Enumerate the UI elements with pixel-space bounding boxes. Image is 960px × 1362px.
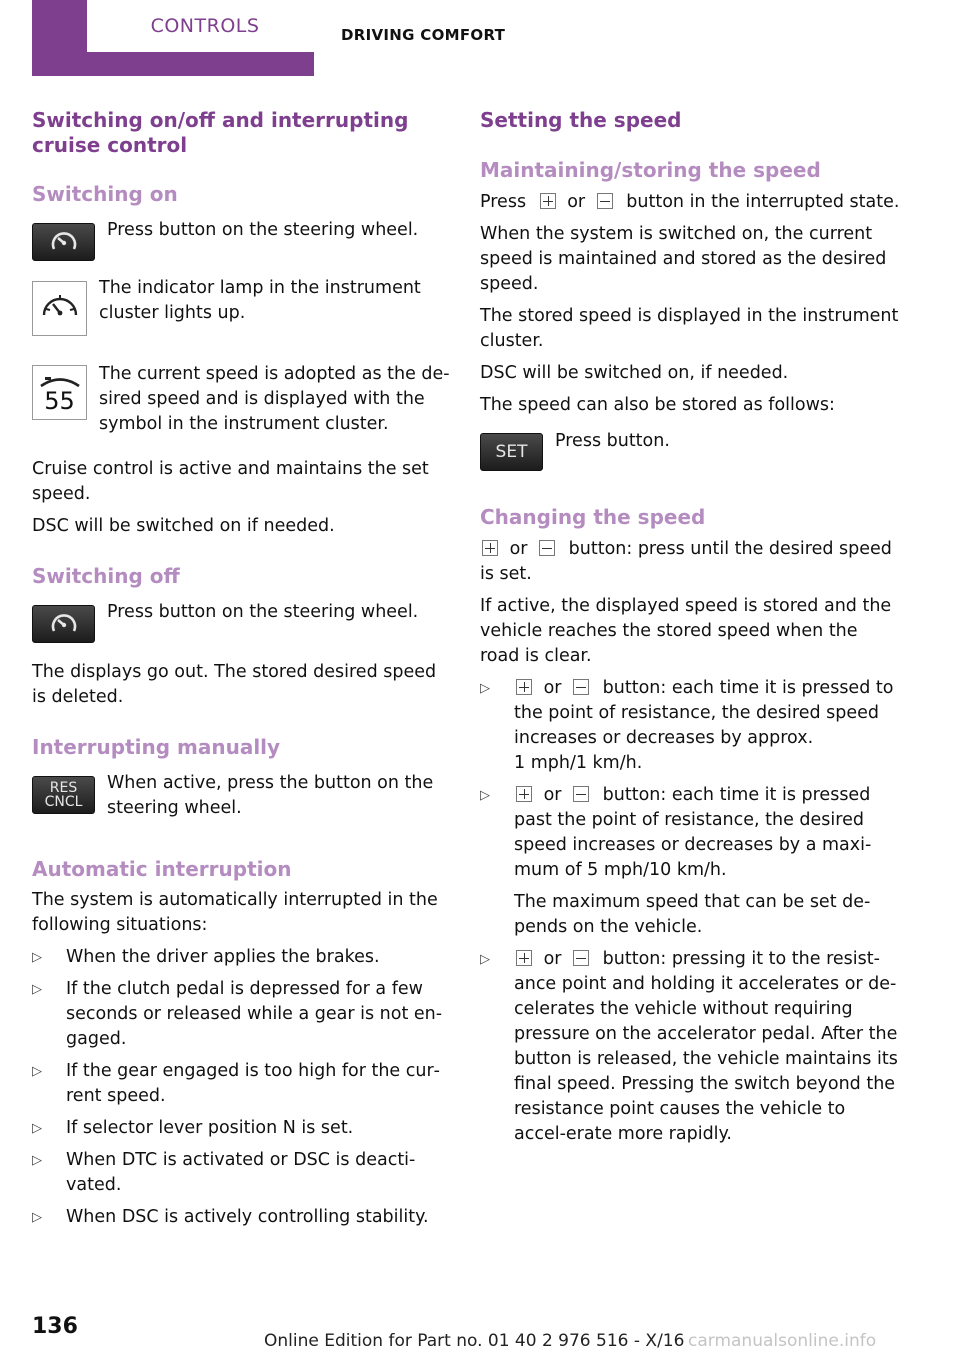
indicator-step — [32, 276, 450, 336]
maintaining-heading: Maintaining/storing the speed — [480, 158, 821, 182]
switch-off-para1: The displays go out. The stored desired speed is deleted. — [32, 662, 437, 707]
watermark: carmanualsonline.info — [688, 1331, 877, 1351]
set-label: SET — [495, 442, 528, 462]
set-button-icon — [480, 433, 543, 471]
desired-speed-value: 55 — [44, 386, 75, 415]
cncl-label: CNCL — [44, 794, 83, 810]
right-column — [480, 108, 900, 1147]
minus-button-icon — [573, 950, 589, 966]
switch-on-step3: The current speed is adopted as the de‐sired speed and is displayed with the symbol in the instrument cluster. — [99, 364, 450, 434]
minus-button-icon — [597, 193, 613, 209]
plus-button-icon — [516, 679, 532, 695]
minus-button-icon — [573, 679, 589, 695]
plus-button-icon — [540, 193, 556, 209]
set-step — [480, 429, 900, 471]
list-item: ▷ When DTC is activated or DSC is deacti‐vated. — [32, 1148, 450, 1198]
triangle-bullet-icon: ▷ — [32, 1153, 42, 1168]
cruise-button-icon — [32, 605, 95, 643]
page-number: 136 — [32, 1314, 78, 1339]
minus-button-icon — [539, 540, 555, 556]
switching-on-heading: Switching on — [32, 182, 178, 206]
maintaining-para3: DSC will be switched on, if needed. — [480, 363, 789, 383]
set-text: Press button. — [555, 431, 670, 451]
maintaining-para1: When the system is switched on, the current speed is maintained and stored as the desired speed. — [480, 224, 887, 294]
chapter-tab[interactable] — [32, 0, 314, 76]
changing-list — [480, 676, 900, 1147]
section-tab[interactable]: DRIVING COMFORT — [341, 26, 506, 44]
edition-footer: Online Edition for Part no. 01 40 2 976 516 - X/16 — [264, 1331, 685, 1351]
switch-on-para2: DSC will be switched on if needed. — [32, 516, 335, 536]
changing-para2: If active, the displayed speed is stored and the vehicle reaches the stored speed when the road is clear. — [480, 596, 892, 666]
changing-para1: or button: press until the desired speed is set. — [480, 539, 892, 584]
left-title: Switching on/off and interrupting cruise control — [32, 108, 409, 157]
automatic-intro: The system is automatically interrupted in the following situations: — [32, 890, 438, 935]
speedometer-icon — [46, 229, 82, 255]
interrupting-heading: Interrupting manually — [32, 735, 281, 759]
triangle-bullet-icon: ▷ — [32, 1210, 42, 1225]
indicator-lamp-icon — [32, 281, 87, 336]
changing-heading: Changing the speed — [480, 505, 706, 529]
cruise-button-icon — [32, 223, 95, 261]
triangle-bullet-icon: ▷ — [32, 1121, 42, 1136]
desired-speed-symbol-icon — [32, 365, 87, 420]
list-item: ▷ If the clutch pedal is depressed for a few seconds or released while a gear is not en‐gaged. — [32, 977, 450, 1052]
maintaining-para2: The stored speed is displayed in the instrument cluster. — [480, 306, 899, 351]
plus-button-icon — [482, 540, 498, 556]
triangle-bullet-icon: ▷ — [480, 681, 490, 696]
chapter-tab-label: CONTROLS — [87, 0, 323, 52]
res-label: RES — [49, 780, 78, 796]
automatic-list — [32, 945, 450, 1230]
plus-button-icon — [516, 786, 532, 802]
list-item: ▷ or button: pressing it to the resist‐ance point and holding it accelerates or de‐celerates the vehicle without requiring pressure on the accelerator pedal. After the button is released, the vehicle maintains its final speed. Pressing the switch beyond the resistance point causes the vehicle to accel‐erate more rapidly. — [480, 947, 900, 1147]
switching-off-heading: Switching off — [32, 564, 180, 588]
maintaining-para4: The speed can also be stored as follows: — [480, 395, 835, 415]
triangle-bullet-icon: ▷ — [32, 982, 42, 997]
right-title: Setting the speed — [480, 108, 682, 132]
triangle-bullet-icon: ▷ — [32, 950, 42, 965]
interrupt-step1: When active, press the button on the steering wheel. — [107, 773, 434, 818]
left-column — [32, 108, 450, 1230]
list-item: ▷ or button: each time it is pressed past the point of resistance, the desired speed increases or decreases by a maxi‐mum of 5 mph/10 km/h. The maximum speed that can be set de‐pends on the vehicle. — [480, 783, 900, 940]
switch-on-para1: Cruise control is active and maintains the set speed. — [32, 459, 429, 504]
automatic-heading: Automatic interruption — [32, 857, 292, 881]
list-item: ▷ If the gear engaged is too high for the cur‐rent speed. — [32, 1059, 450, 1109]
switch-off-step — [32, 600, 450, 643]
speed-adopt-step — [32, 362, 450, 437]
list-item: ▷ When the driver applies the brakes. — [32, 945, 450, 970]
switch-on-step — [32, 218, 450, 261]
list-item: ▷ If selector lever position N is set. — [32, 1116, 450, 1141]
triangle-bullet-icon: ▷ — [480, 788, 490, 803]
res-cncl-button-icon — [32, 776, 95, 814]
list-item: ▷ When DSC is actively controlling stability. — [32, 1205, 450, 1230]
maintaining-press-line: Press or button in the interrupted state. — [480, 192, 900, 212]
list-item: ▷ or button: each time it is pressed to the point of resistance, the desired speed increases or decreases by approx. 1 mph/1 km/h. — [480, 676, 900, 776]
switch-on-step2: The indicator lamp in the instrument cluster lights up. — [99, 278, 421, 323]
interrupt-step — [32, 771, 450, 821]
triangle-bullet-icon: ▷ — [480, 952, 490, 967]
speedometer-icon — [46, 611, 82, 637]
plus-button-icon — [516, 950, 532, 966]
triangle-bullet-icon: ▷ — [32, 1064, 42, 1079]
minus-button-icon — [573, 786, 589, 802]
switch-on-step1: Press button on the steering wheel. — [107, 220, 419, 240]
switch-off-step1: Press button on the steering wheel. — [107, 602, 419, 622]
